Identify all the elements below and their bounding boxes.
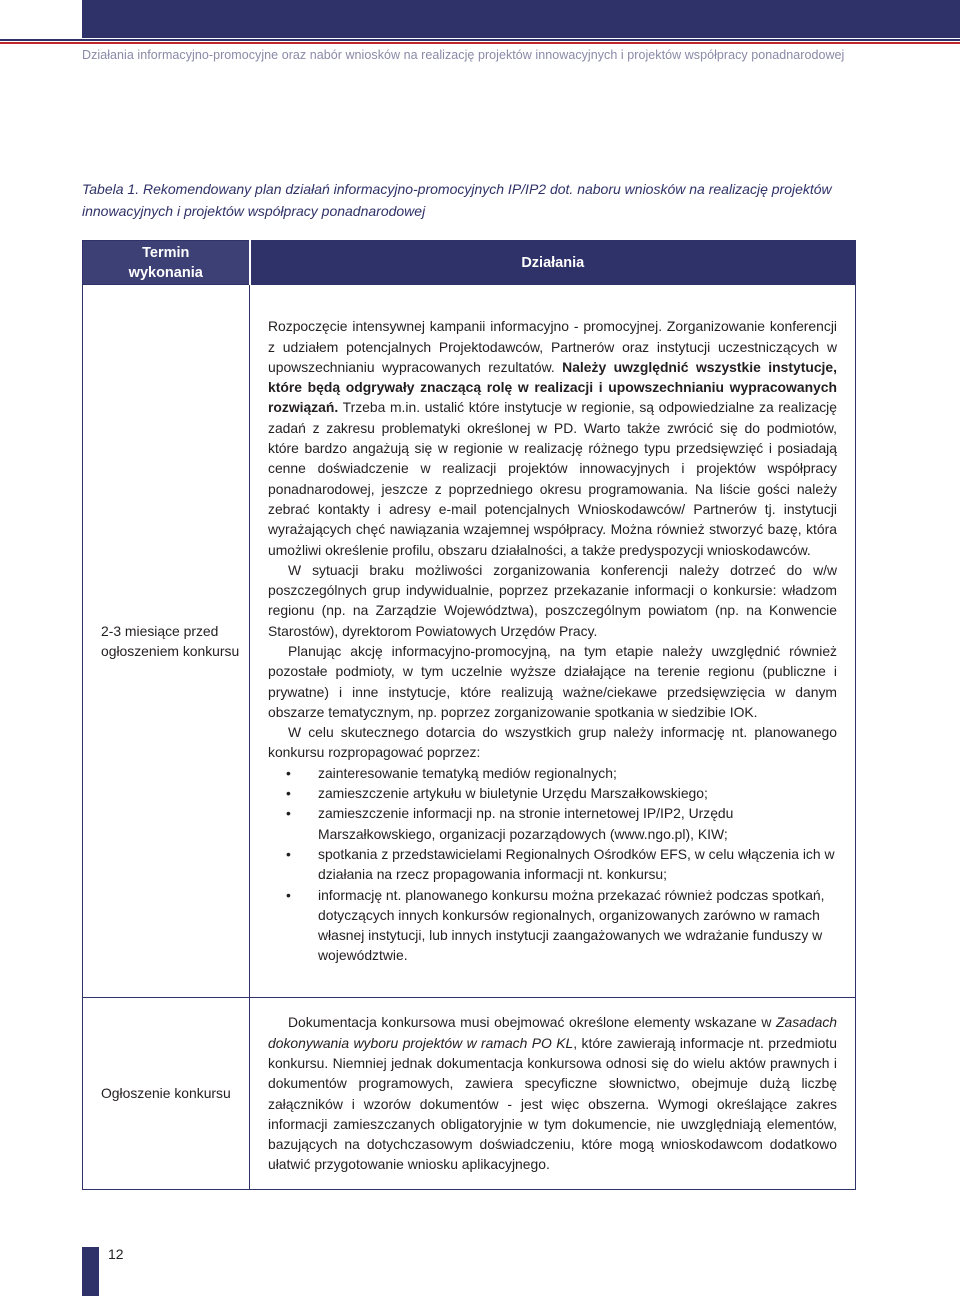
header-term <box>83 241 250 285</box>
term-cell: 2-3 miesiące przed ogłoszeniem konkursu <box>83 285 250 998</box>
paragraph-text: Trzeba m.in. ustalić które instytucje w regionie, są odpowiedzialne za realizację zadań z zakresu problematyki określonej w PD. Warto także zwrócić się do podmiotów, które bardzo angażują się w regionie w realizację różnego typu przedsięwzięć i posiadają cenne doświadczenie w realizacji projektów innowacyjnych i projektów współpracy ponadnarodowej, jeszcze z poprzedniego okresu programowania. Na liście gości należy zebrać kontakty i adresy e-mail potencjalnych Wnioskodawców/ Partnerów tj. instytucji wyrażających chęć nawiązania wzajemnej współpracy. Można również stworzyć bazę, która umożliwi określenie profilu, obszaru działalności, a także predyspozycji wnioskodawców. <box>268 399 837 558</box>
list-item-text: informację nt. planowanego konkursu można przekazać również podczas spotkań, dotyczących innych konkursów regionalnych, organizowanych zarówno w ramach własnej instytucji, lub innych instytucji zaangażowanych we wdrażanie funduszy w województwie. <box>318 886 825 964</box>
bullet-icon: • <box>286 764 291 781</box>
list-item <box>268 783 837 803</box>
page-number: 12 <box>108 1246 124 1262</box>
paragraph <box>268 1012 837 1174</box>
header-actions: Działania <box>250 241 856 285</box>
paragraph <box>268 316 837 560</box>
actions-cell <box>250 998 856 1190</box>
list-item-text: zamieszczenie informacji np. na stronie internetowej IP/IP2, Urzędu Marszałkowskiego, organizacji pozarządowych (www.ngo.pl), KIW; <box>318 805 734 842</box>
bullet-list <box>268 763 837 966</box>
action-plan-table <box>82 240 856 1190</box>
header-term-line-1: Termin <box>142 244 190 261</box>
list-item-text: zamieszczenie artykułu w biuletynie Urzędu Marszałkowskiego; <box>318 785 708 802</box>
list-item <box>268 844 837 885</box>
list-item-text: zainteresowanie tematyką mediów regionalnych; <box>318 764 617 781</box>
italic-title: Zasadach dokonywania wyboru projektów w ramach PO KL <box>268 1014 837 1051</box>
table-header-row <box>83 241 856 285</box>
bullet-icon: • <box>286 845 291 862</box>
paragraph-text: Rozpoczęcie intensywnej kampanii informacyjno - promocyjnej. Zorganizowanie konferencji z udziałem potencjalnych Projektodawców, Partnerów oraz instytucji uczestniczących w upowszechnianiu wypracowanych rezultatów. <box>268 318 837 375</box>
list-item <box>268 803 837 844</box>
header-rule-red <box>0 42 960 44</box>
bold-emphasis: Należy uwzględnić wszystkie instytucje, które będą odgrywały znaczącą rolę w realizacji i upowszechnianiu wypracowanych rozwiązań. <box>268 358 837 416</box>
list-item <box>268 885 837 966</box>
header-rule-blue <box>0 39 960 41</box>
table-caption: Tabela 1. Rekomendowany plan działań informacyjno-promocyjnych IP/IP2 dot. naboru wniosków na realizację projektów innowacyjnych i projektów współpracy ponadnarodowej <box>82 181 832 219</box>
table-row <box>83 998 856 1190</box>
term-cell: Ogłoszenie konkursu <box>83 998 250 1190</box>
top-banner-bar <box>82 0 960 38</box>
bullet-icon: • <box>286 785 291 802</box>
list-item-text: spotkania z przedstawicielami Regionalnych Ośrodków EFS, w celu włączenia ich w działania na rzecz propagowania informacji nt. konkursu; <box>318 845 835 883</box>
bullet-icon: • <box>286 886 291 903</box>
header-term-line-2: wykonania <box>128 264 203 281</box>
table-row <box>83 285 856 998</box>
footer-accent-bar <box>82 1247 99 1296</box>
paragraph: Planując akcję informacyjno-promocyjną, na tym etapie należy uwzględnić również pozostałe podmioty, w tym uczelnie wyższe działające na terenie regionu (publiczne i prywatne) i inne instytucje, które realizują ważne/ciekawe przedsięwzięcia w danym obszarze tematycznym, np. poprzez zorganizowanie spotkania w siedzibie IOK. <box>268 643 837 720</box>
paragraph-text: , które zawierają informacje nt. przedmiotu konkursu. Niemniej jednak dokumentacja konkursowa odnosi się do wielu aktów prawnych i dokumentów programowych, zawiera specyficzne słownictwo, obejmuje dużą liczbę załączników i wzorów dokumentów - jest więc obszerna. Wymogi określające zakres informacji zamieszczanych obligatoryjnie w tym dokumencie, nie uwzględniają elementów, bazujących na dotychczasowym doświadczeniu, które mogą wnioskodawcom dodatkowo ułatwić przygotowanie wniosku aplikacyjnego. <box>268 1034 837 1173</box>
paragraph-text: Dokumentacja konkursowa musi obejmować określone elementy wskazane w <box>288 1014 776 1031</box>
bullet-icon: • <box>286 805 291 822</box>
paragraph: W sytuacji braku możliwości zorganizowania konferencji należy dotrzeć do w/w poszczególnych grup indywidualnie, poprzez przekazanie informacji o konkursie: władzom regionu (np. na Zarządzie Województwa), poszczególnym powiatom (np. na Konwencie Starostów), dyrektorom Powiatowych Urzędów Pracy. <box>268 561 837 639</box>
running-header-title: Działania informacyjno-promocyjne oraz nabór wniosków na realizację projektów innowacyjnych i projektów współpracy ponadnarodowej <box>82 48 845 62</box>
list-item <box>268 763 837 783</box>
actions-cell <box>250 285 856 998</box>
paragraph: W celu skutecznego dotarcia do wszystkich grup należy informację nt. planowanego konkursu rozpropagować poprzez: <box>268 724 837 761</box>
